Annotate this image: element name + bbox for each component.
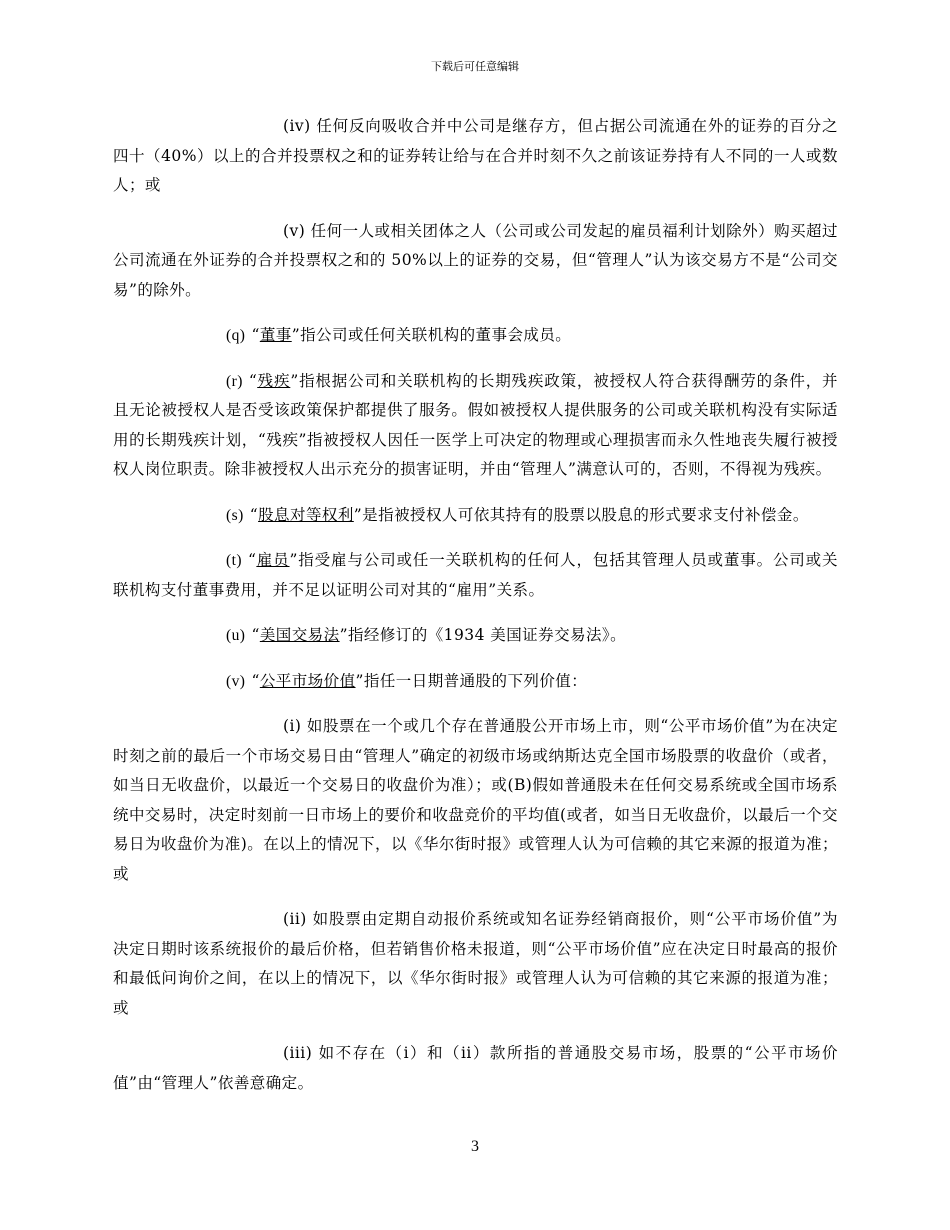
clause-text: 如股票由定期自动报价系统或知名证券经销商报价，则“公平市场价值”为决定日期时该系统报价的最后价格，但若销售价格未报道，则“公平市场价值”应在决定日时最高的报价和最低问询价之间，在以上的情况下，以《华尔街时报》或管理人认为可信赖的其它来源的报道为准；或 <box>113 910 838 1017</box>
definition-label: (s) <box>226 506 244 524</box>
defined-term: 美国交易法 <box>259 626 340 644</box>
definition-q <box>113 321 838 351</box>
definition-text: ”是指被授权人可依其持有的股票以股息的形式要求支付补偿金。 <box>353 505 809 524</box>
clause-label: (i) <box>283 717 302 735</box>
clause-iii <box>113 1039 838 1098</box>
definition-label: (v) <box>226 672 246 690</box>
definition-text: ”指受雇与公司或任一关联机构的任何人，包括其管理人员或董事。公司或关联机构支付董事费用，并不足以证明公司对其的“雇用”关系。 <box>113 551 838 599</box>
definition-label: (t) <box>226 552 242 569</box>
defined-term: 公平市场价值 <box>259 671 356 690</box>
definition-s <box>113 501 838 531</box>
definition-text: ”指公司或任何关联机构的董事会成员。 <box>291 326 572 344</box>
definition-t <box>113 546 838 605</box>
document-body <box>113 112 838 1114</box>
clause-i <box>113 712 838 889</box>
definition-text: ”指经修订的《1934 美国证券交易法》。 <box>339 626 627 644</box>
clause-v <box>113 217 838 306</box>
clause-text: 任何反向吸收合并中公司是继存方，但占据公司流通在外的证券的百分之四十（40%）以上的合并投票权之和的证券转让给与在合并时刻不久之前该证券持有人不同的一人或数人；或 <box>113 117 838 194</box>
definition-text: ”指任一日期普通股的下列价值： <box>355 671 588 690</box>
open-quote: “ <box>247 551 257 569</box>
defined-term: 残疾 <box>257 371 291 390</box>
open-quote: “ <box>251 671 260 690</box>
page-header: 下载后可任意编辑 <box>431 60 519 73</box>
clause-text: 如不存在（i）和（ii）款所指的普通股交易市场，股票的“公平市场价值”由“管理人”依善意确定。 <box>113 1044 838 1092</box>
clause-label: (iii) <box>283 1044 313 1062</box>
page-number: 3 <box>471 1138 479 1155</box>
definition-v <box>113 667 838 697</box>
open-quote: “ <box>248 371 258 390</box>
open-quote: “ <box>251 626 260 644</box>
open-quote: “ <box>249 505 259 524</box>
definition-label: (q) <box>226 327 246 344</box>
clause-ii <box>113 905 838 1023</box>
clause-text: 任何一人或相关团体之人（公司或公司发起的雇员福利计划除外）购买超过公司流通在外证券的合并投票权之和的 50%以上的证券的交易，但“管理人”认为该交易方不是“公司交易”的除外。 <box>113 221 838 299</box>
clause-text: 如股票在一个或几个存在普通股公开市场上市，则“公平市场价值”为在决定时刻之前的最后一个市场交易日由“管理人”确定的初级市场或纳斯达克全国市场股票的收盘价（或者，如当日无收盘价，以最近一个交易日的收盘价为准）；或(B)假如普通股未在任何交易系统或全国市场系统中交易时，决定时刻前一日市场上的要价和收盘竞价的平均值(或者，如当日无收盘价，以最后一个交易日为收盘价为准)。在以上的情况下，以《华尔街时报》或管理人认为可信赖的其它来源的报道为准；或 <box>113 717 838 883</box>
clause-label: (iv) <box>283 117 311 135</box>
clause-label: (v) <box>283 221 306 240</box>
clause-label: (ii) <box>283 910 307 928</box>
open-quote: “ <box>251 326 260 344</box>
definition-text: ”指根据公司和关联机构的长期残疾政策，被授权人符合获得酬劳的条件，并且无论被授权人是否受该政策保护都提供了服务。假如被授权人提供服务的公司或关联机构没有实际适用的长期残疾计划，“残疾”指被授权人因任一医学上可决定的物理或心理损害而永久性地丧失履行被授权人岗位职责。除非被授权人出示充分的损害证明，并由“管理人”满意认可的，否则，不得视为残疾。 <box>113 371 839 478</box>
definition-r <box>113 367 838 485</box>
defined-term: 雇员 <box>256 551 290 569</box>
defined-term: 股息对等权利 <box>258 505 354 524</box>
definition-label: (r) <box>226 372 243 390</box>
definition-label: (u) <box>226 627 246 644</box>
defined-term: 董事 <box>259 326 292 344</box>
definition-u <box>113 621 838 651</box>
clause-iv <box>113 112 838 201</box>
